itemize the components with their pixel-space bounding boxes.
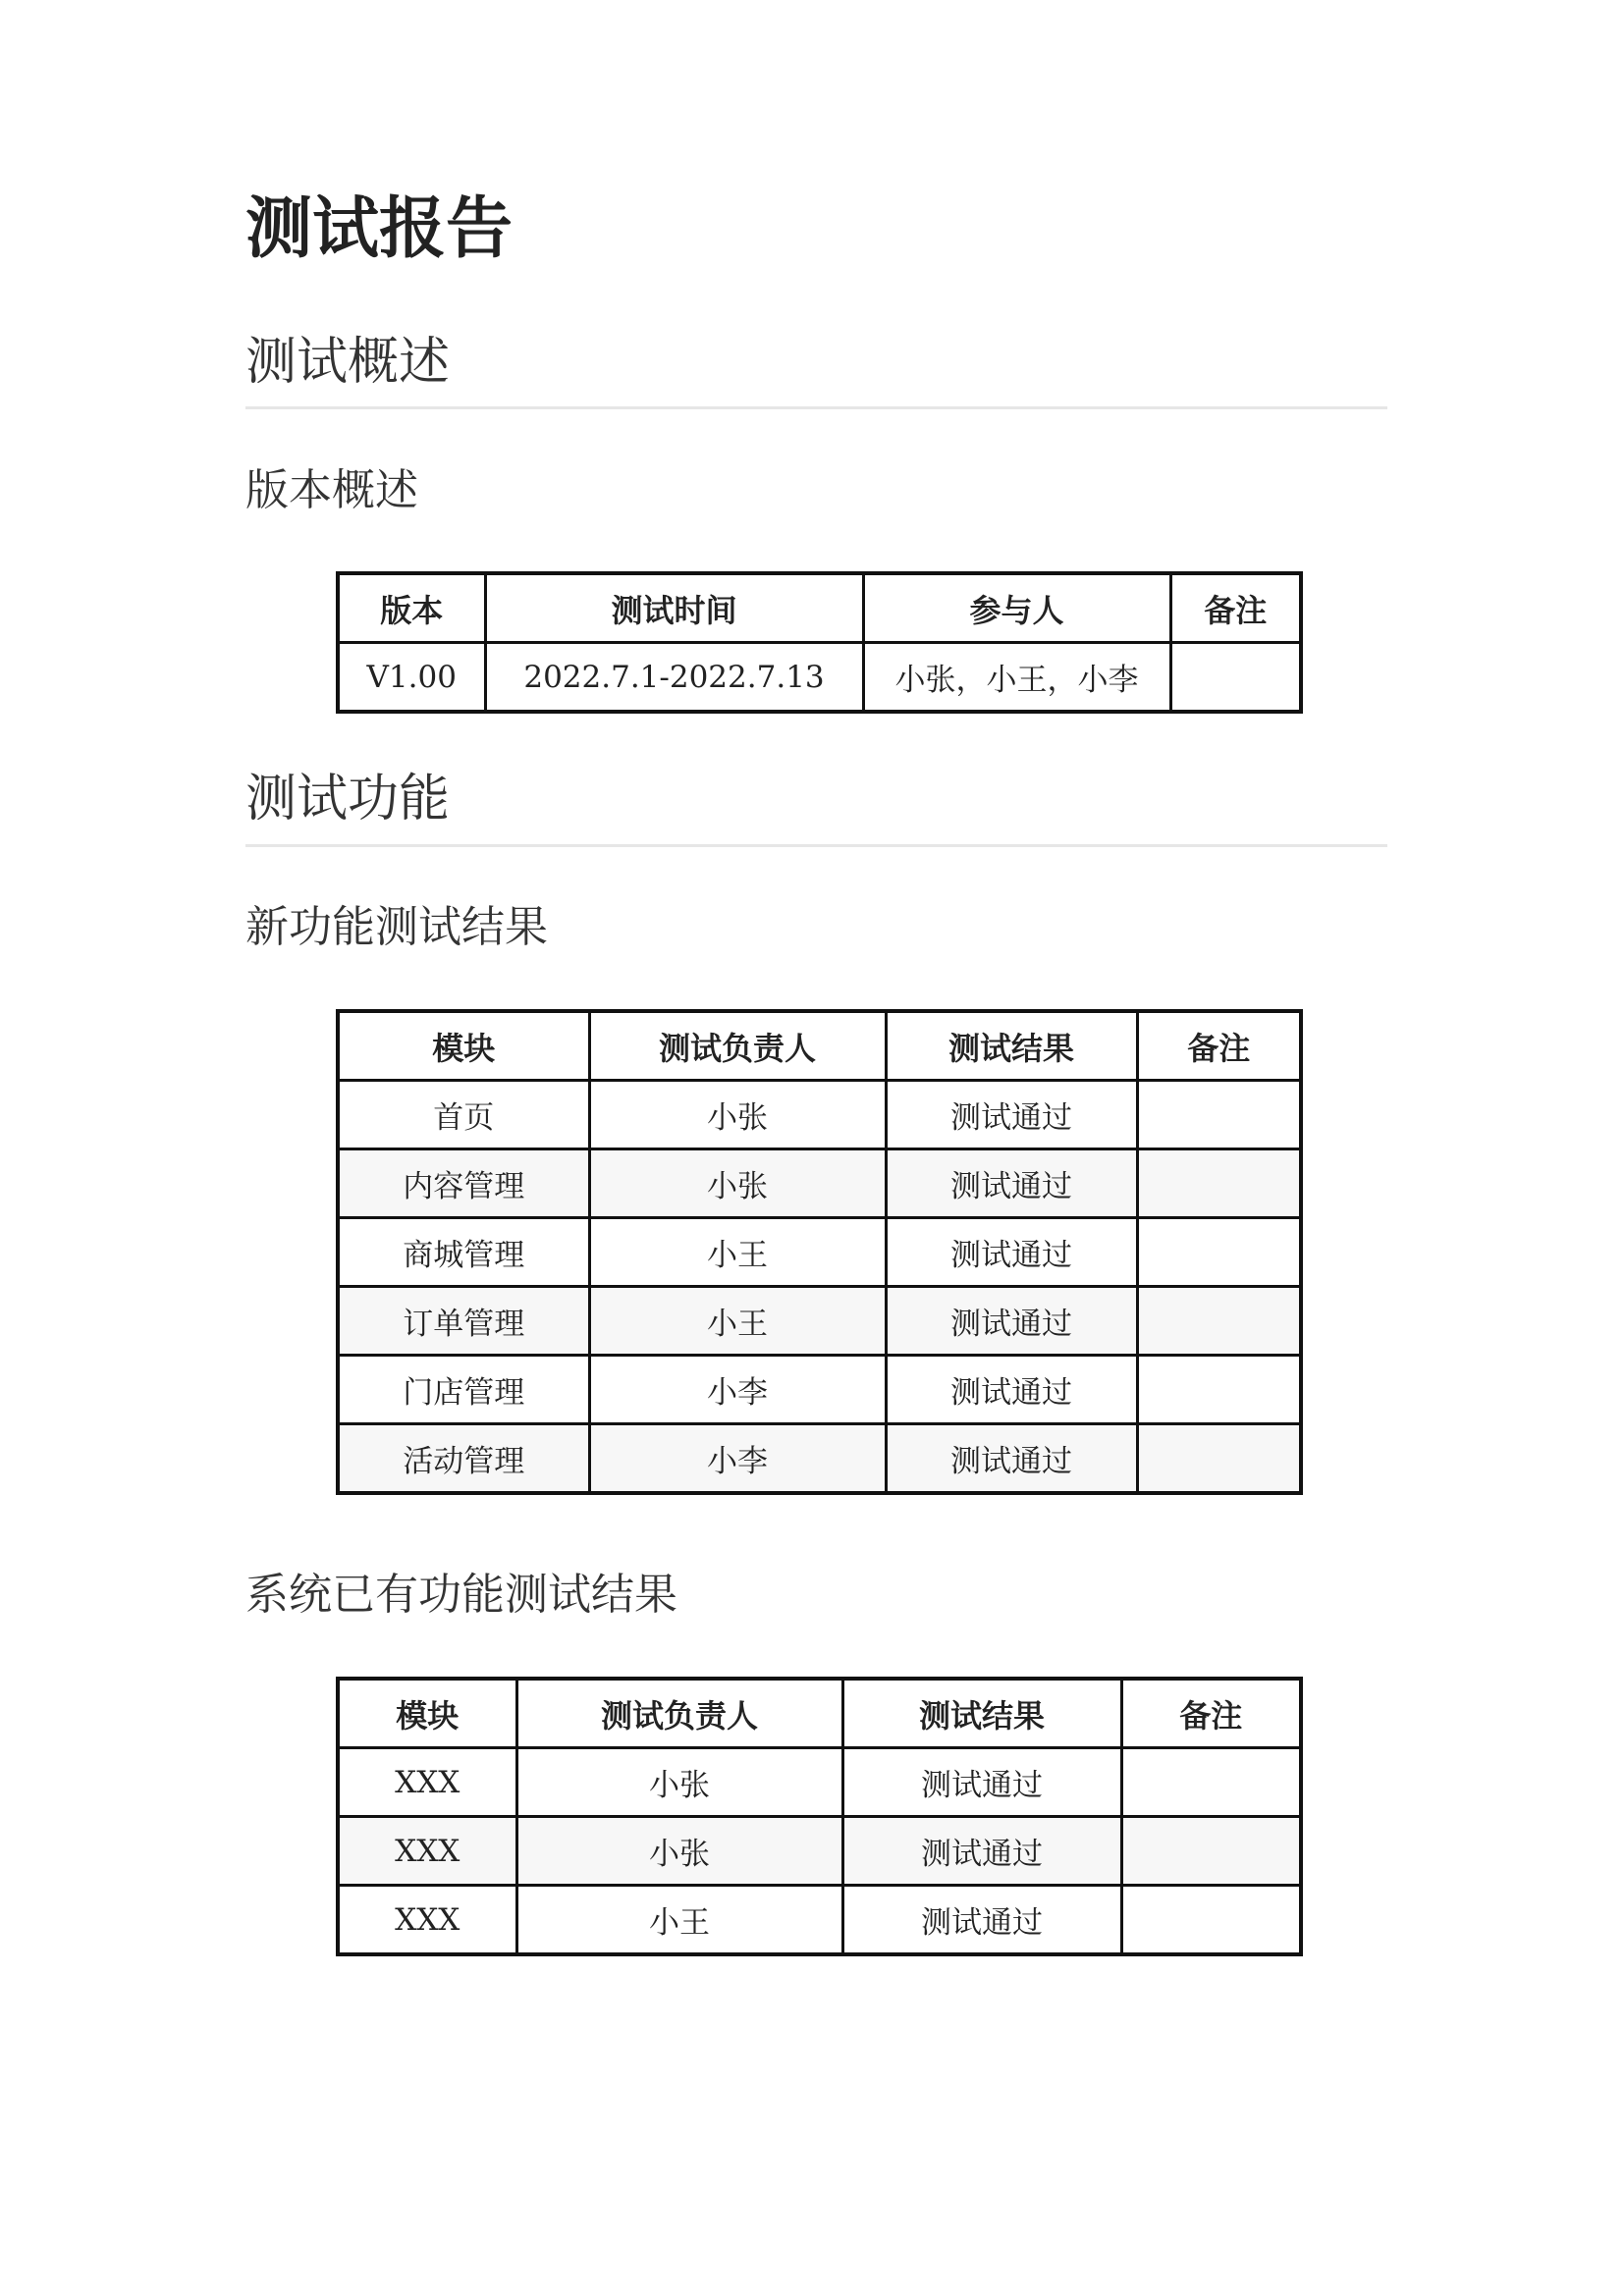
column-header: 模块	[338, 1011, 589, 1081]
column-header: 测试时间	[485, 573, 863, 643]
new-features-table	[336, 1009, 1303, 1495]
table-cell	[1121, 1748, 1301, 1817]
table-cell: 2022.7.1-2022.7.13	[485, 643, 863, 713]
table-row	[338, 1748, 1301, 1817]
section-heading-overview: 测试概述	[245, 333, 451, 392]
table-cell: 小张	[516, 1817, 842, 1886]
column-header: 备注	[1170, 573, 1301, 643]
existing-features-table	[336, 1677, 1303, 1956]
section-divider	[245, 406, 1387, 409]
table-cell: 内容管理	[338, 1149, 589, 1218]
table-cell	[1137, 1424, 1301, 1494]
table-cell: 测试通过	[842, 1886, 1121, 1955]
table-cell	[1121, 1817, 1301, 1886]
table-cell: 测试通过	[842, 1817, 1121, 1886]
table-cell: 小李	[589, 1424, 886, 1494]
table-cell: XXX	[338, 1817, 516, 1886]
page-title: 测试报告	[245, 190, 514, 268]
table-cell: 测试通过	[886, 1218, 1137, 1287]
table-cell: 测试通过	[886, 1287, 1137, 1356]
table-cell: 测试通过	[886, 1424, 1137, 1494]
subsection-heading-version: 版本概述	[245, 465, 418, 515]
table-cell: 测试通过	[886, 1356, 1137, 1424]
table-row	[338, 1424, 1301, 1494]
table-cell	[1137, 1356, 1301, 1424]
table-row	[338, 1149, 1301, 1218]
table-cell	[1137, 1081, 1301, 1149]
table-header-row	[338, 1679, 1301, 1748]
table-row	[338, 1081, 1301, 1149]
column-header: 测试结果	[842, 1679, 1121, 1748]
column-header: 测试结果	[886, 1011, 1137, 1081]
table-cell	[1137, 1287, 1301, 1356]
table-row	[338, 1817, 1301, 1886]
table-row	[338, 1218, 1301, 1287]
table-cell: XXX	[338, 1886, 516, 1955]
table-row	[338, 1886, 1301, 1955]
table-cell	[1170, 643, 1301, 713]
table-cell: 测试通过	[886, 1081, 1137, 1149]
table-cell	[1121, 1886, 1301, 1955]
table-cell	[1137, 1149, 1301, 1218]
table-cell: 小王	[589, 1218, 886, 1287]
table-cell	[1137, 1218, 1301, 1287]
table-cell: 商城管理	[338, 1218, 589, 1287]
column-header: 版本	[338, 573, 485, 643]
table-cell: 小张	[589, 1149, 886, 1218]
version-table	[336, 571, 1303, 714]
table-cell: 测试通过	[842, 1748, 1121, 1817]
table-cell: 订单管理	[338, 1287, 589, 1356]
table-cell: V1.00	[338, 643, 485, 713]
table-cell: 小张，小王，小李	[863, 643, 1170, 713]
table-cell: XXX	[338, 1748, 516, 1817]
column-header: 测试负责人	[516, 1679, 842, 1748]
table-cell: 门店管理	[338, 1356, 589, 1424]
column-header: 测试负责人	[589, 1011, 886, 1081]
section-heading-features: 测试功能	[245, 770, 451, 828]
table-header-row	[338, 1011, 1301, 1081]
subsection-heading-new-features: 新功能测试结果	[245, 902, 548, 952]
table-row	[338, 1287, 1301, 1356]
table-cell: 小王	[589, 1287, 886, 1356]
table-cell: 小张	[516, 1748, 842, 1817]
table-header-row	[338, 573, 1301, 643]
table-cell: 活动管理	[338, 1424, 589, 1494]
subsection-heading-existing-features: 系统已有功能测试结果	[245, 1570, 677, 1620]
column-header: 备注	[1121, 1679, 1301, 1748]
table-cell: 小李	[589, 1356, 886, 1424]
column-header: 备注	[1137, 1011, 1301, 1081]
table-row	[338, 1356, 1301, 1424]
table-cell: 测试通过	[886, 1149, 1137, 1218]
table-cell: 小王	[516, 1886, 842, 1955]
table-row	[338, 643, 1301, 713]
table-cell: 首页	[338, 1081, 589, 1149]
section-divider	[245, 844, 1387, 847]
column-header: 模块	[338, 1679, 516, 1748]
table-cell: 小张	[589, 1081, 886, 1149]
column-header: 参与人	[863, 573, 1170, 643]
